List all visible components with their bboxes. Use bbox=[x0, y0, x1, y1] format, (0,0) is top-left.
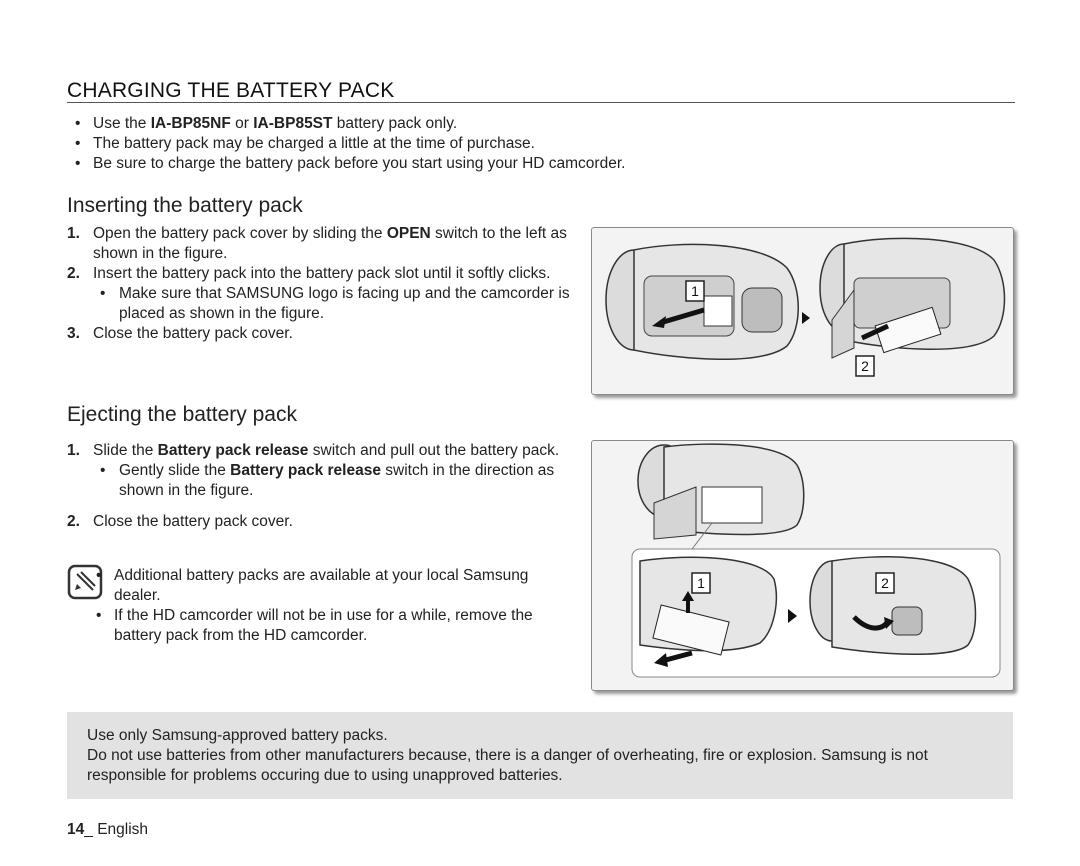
note-additional-batteries: • Additional battery packs are available at your local Samsung dealer. bbox=[88, 566, 548, 606]
camcorder-insert-battery bbox=[820, 238, 1005, 376]
ejecting-step-2: 2. Close the battery pack cover. bbox=[67, 513, 293, 530]
arrow-right-icon bbox=[802, 312, 810, 324]
page-footer bbox=[67, 820, 148, 840]
intro-bullet-charge-before: • Be sure to charge the battery pack before you start using your HD camcorder. bbox=[67, 154, 1015, 174]
ejecting-illustration bbox=[592, 441, 1013, 690]
notes-list bbox=[88, 566, 548, 646]
ejecting-step-1-note: • Gently slide the Battery pack release switch in the direction as shown in the figure. bbox=[67, 461, 579, 501]
camcorder-open-slot bbox=[638, 444, 804, 539]
inserting-step-3: 3. Close the battery pack cover. bbox=[67, 325, 293, 342]
ejecting-heading: Ejecting the battery pack bbox=[67, 403, 297, 426]
camcorder-open-cover bbox=[606, 244, 798, 359]
inserting-figure bbox=[591, 227, 1014, 395]
intro-list bbox=[67, 114, 1015, 174]
page-number: 14 bbox=[67, 821, 85, 838]
camcorder-battery-removed bbox=[810, 557, 976, 654]
inserting-step-2: 2. Insert the battery pack into the battery pack slot until it softly clicks. bbox=[67, 265, 551, 282]
inserting-step-label-1: 1 bbox=[691, 283, 699, 299]
intro-bullet-charged: • The battery pack may be charged a little at the time of purchase. bbox=[67, 134, 1015, 154]
inserting-heading: Inserting the battery pack bbox=[67, 194, 303, 217]
inserting-illustration bbox=[592, 228, 1013, 394]
ejecting-step-label-2: 2 bbox=[881, 575, 889, 591]
ejecting-steps bbox=[67, 441, 579, 532]
inserting-step-label-2: 2 bbox=[861, 358, 869, 374]
inserting-step-2-note: • Make sure that SAMSUNG logo is facing up and the camcorder is placed as shown in the figure. bbox=[67, 284, 579, 324]
caution-box bbox=[67, 712, 1013, 799]
ejecting-figure bbox=[591, 440, 1014, 691]
footer-language: English bbox=[97, 821, 149, 838]
caution-line-1: Use only Samsung-approved battery packs. bbox=[87, 727, 388, 744]
inserting-steps bbox=[67, 224, 579, 344]
ejecting-step-1: 1. Slide the Battery pack release switch and pull out the battery pack. bbox=[67, 442, 560, 459]
page-title: CHARGING THE BATTERY PACK bbox=[67, 80, 1015, 103]
ejecting-step-label-1: 1 bbox=[697, 575, 705, 591]
caution-line-2: Do not use batteries from other manufacturers because, there is a danger of overheating, fire or explosion. Samsung is not responsible for problems occuring due to using unapproved batteries. bbox=[87, 747, 928, 784]
footer-separator: _ bbox=[84, 821, 98, 838]
intro-bullet-battery-model: • Use the IA-BP85NF or IA-BP85ST battery pack only. bbox=[67, 114, 1015, 134]
note-remove-battery: • If the HD camcorder will not be in use for a while, remove the battery pack from the HD camcorder. bbox=[88, 606, 548, 646]
inserting-step-1: 1. Open the battery pack cover by sliding the OPEN switch to the left as shown in the figure. bbox=[67, 225, 567, 262]
